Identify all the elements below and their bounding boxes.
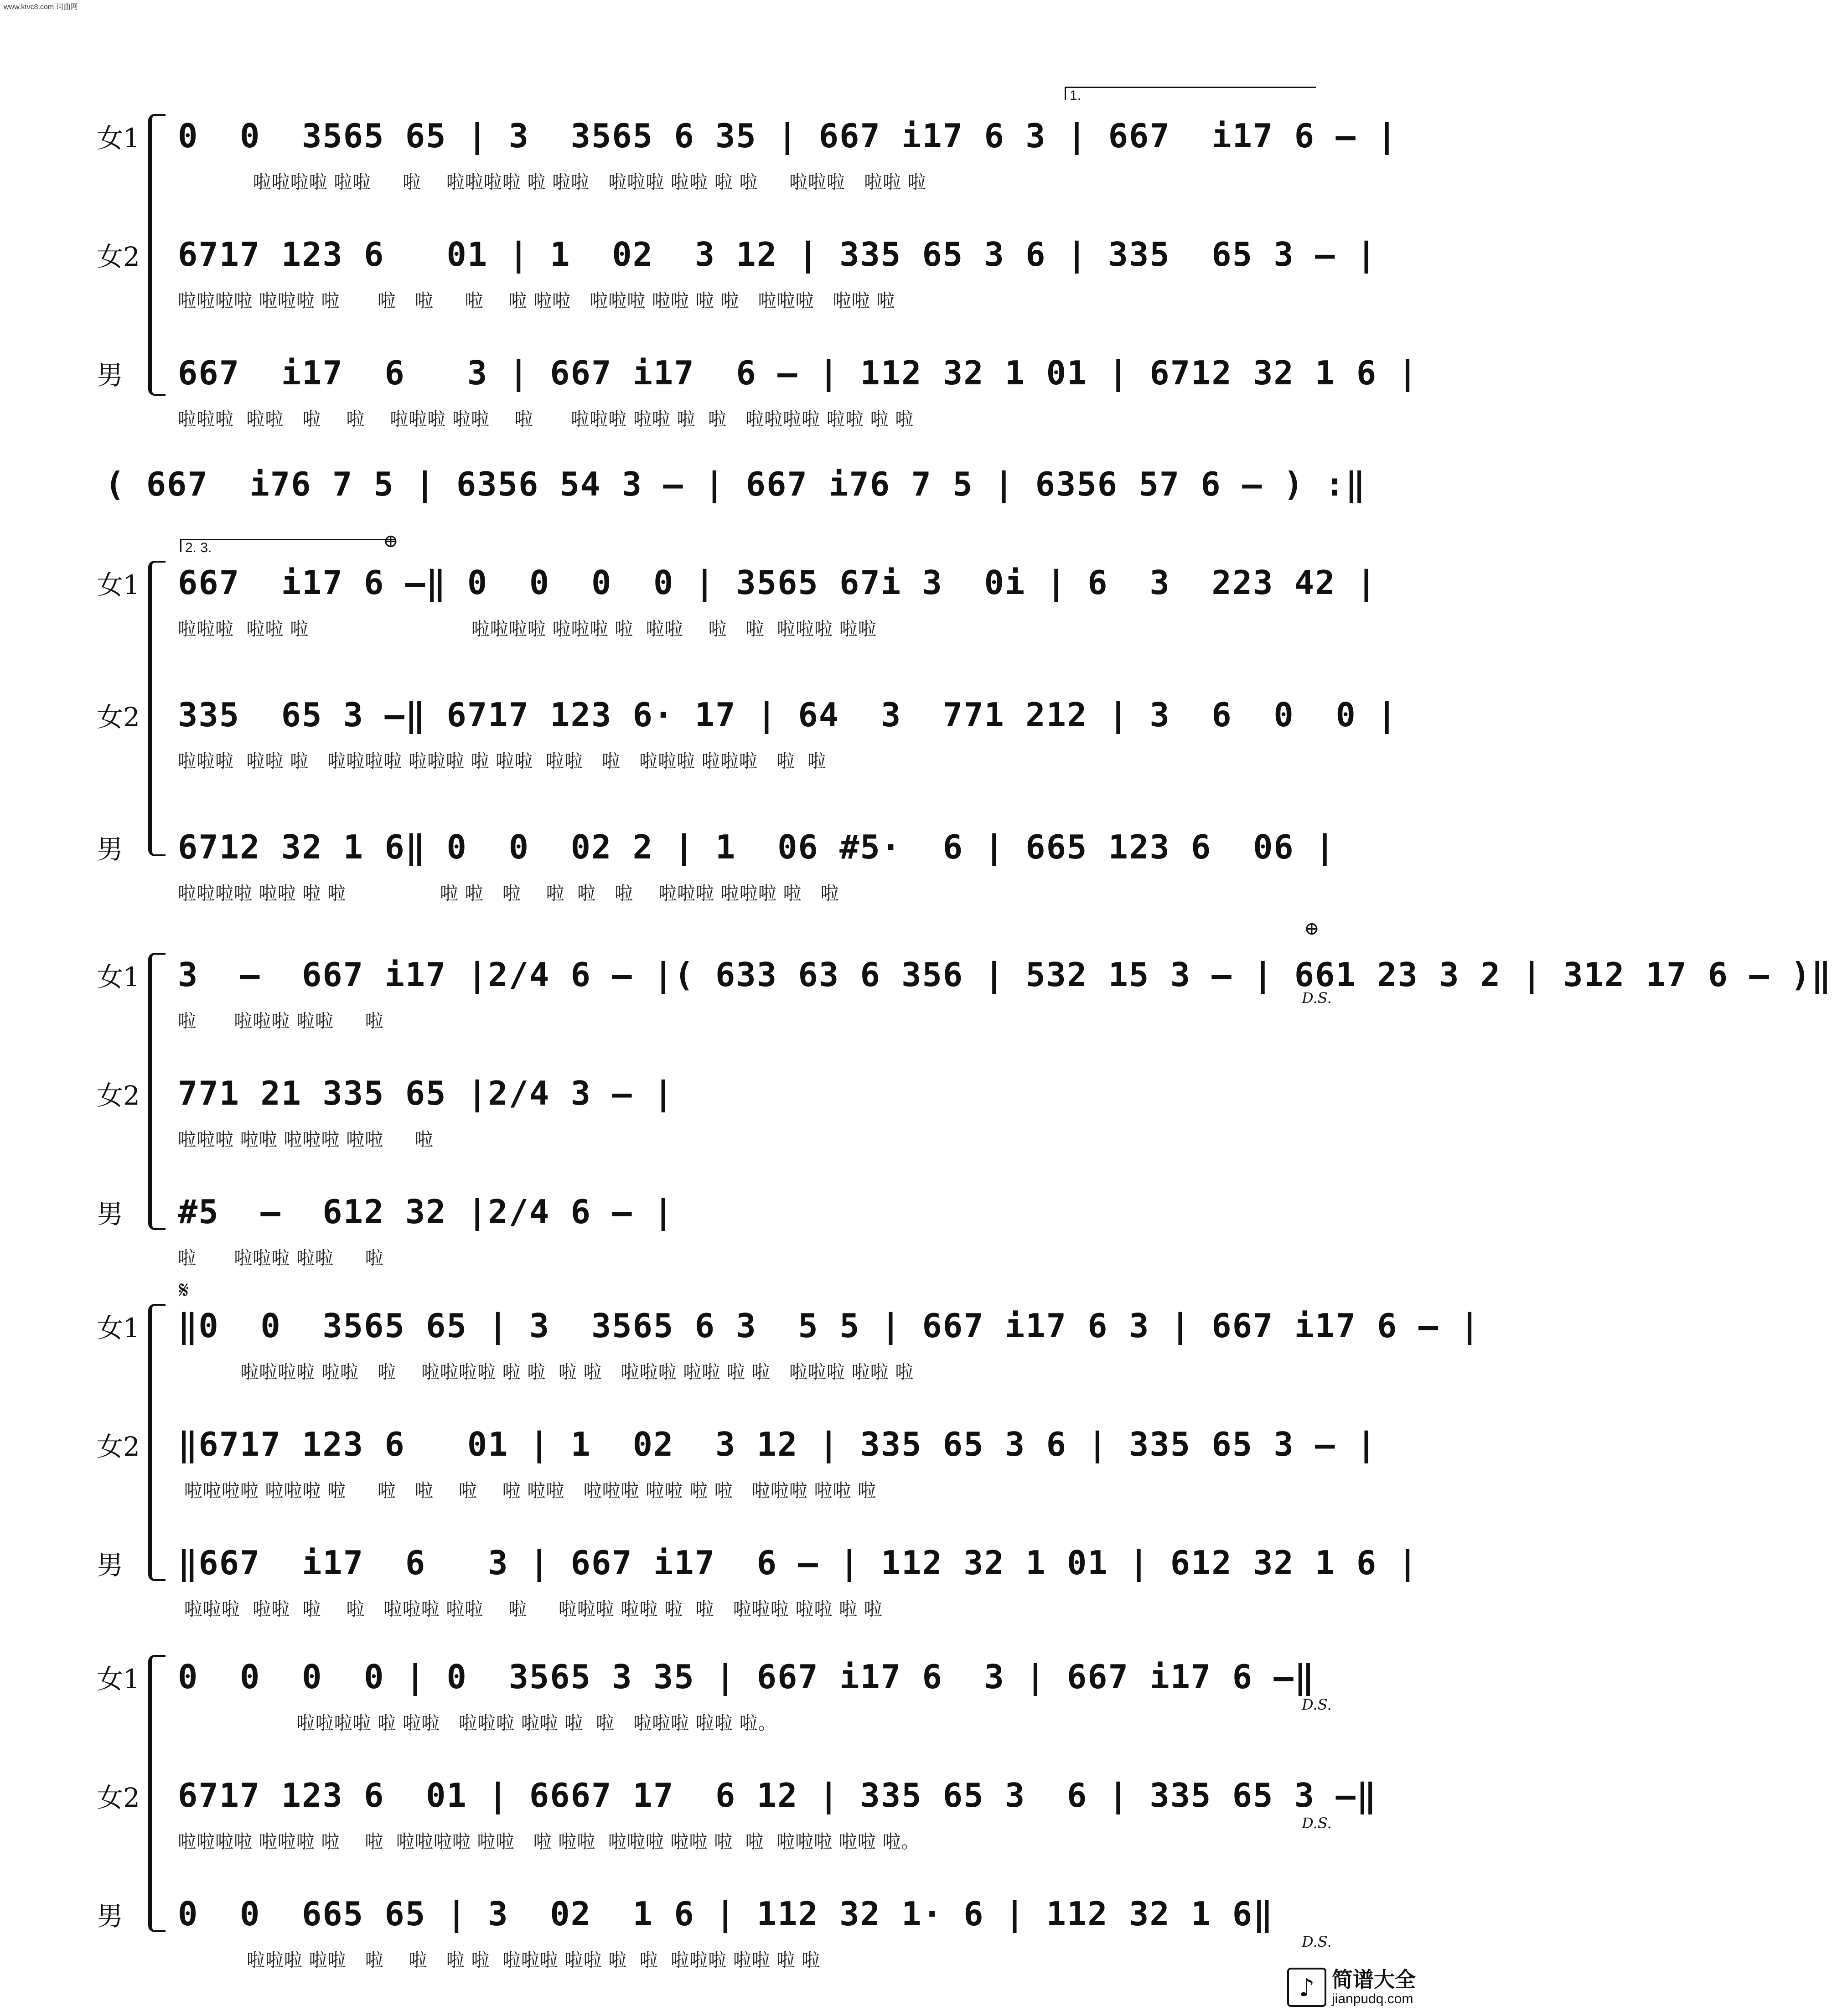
volta-1-bracket [1065, 87, 1316, 103]
part-label-f2: 女2 [97, 1080, 140, 1111]
part-label-f2: 女2 [97, 702, 140, 733]
part-label-m: 男 [97, 1901, 124, 1932]
part-label-f1: 女1 [97, 961, 140, 992]
score-system-6 [0, 1641, 1425, 1997]
lyrics-line: 啦啦啦 啦啦 啦啦啦 啦啦 啦 [178, 1129, 434, 1150]
staff-f2 [0, 1760, 1425, 1878]
lyrics-line: 啦啦啦啦 啦啦啦 啦 啦 啦啦啦啦 啦啦 啦 啦啦 啦啦啦 啦啦 啦 啦 啦啦啦 啦啦 啦。 [178, 1831, 920, 1852]
staff-f1 [0, 547, 1425, 666]
score-system-3 [0, 531, 1425, 930]
part-label-m: 男 [97, 834, 124, 865]
ds-mark: D.S. [1302, 989, 1332, 1007]
jianpu-logo [1287, 1968, 1416, 2007]
notes-line: 6712 32 1 6‖ 0 0 02 2 | 1 06 #5· 6 | 665 123 6 06 | [178, 828, 1336, 866]
lyrics-line: 啦啦啦啦 啦啦 啦 啦啦啦啦 啦 啦 啦 啦 啦啦啦 啦啦 啦 啦 啦啦啦 啦啦 啦 [178, 1362, 914, 1383]
notes-line: 6717 123 6 01 | 6667 17 6 12 | 335 65 3 6 | 335 65 3 –‖ [178, 1776, 1377, 1814]
notes-line: 667 i17 6 3 | 667 i17 6 – | 112 32 1 01 | 6712 32 1 6 | [178, 354, 1418, 392]
part-label-f1: 女1 [97, 569, 140, 600]
staff-f1 [0, 1641, 1425, 1760]
staff-f1 [0, 100, 1425, 219]
segno-mark: 𝄋 [179, 1277, 189, 1304]
staff-f2 [0, 1409, 1425, 1527]
notes-line: 6717 123 6 01 | 1 02 3 12 | 335 65 3 6 | 335 65 3 – | [178, 235, 1377, 274]
staff-f1 [0, 939, 1832, 1058]
notes-line: 0 0 0 0 | 0 3565 3 35 | 667 i17 6 3 | 667 i17 6 –‖ [178, 1658, 1315, 1696]
staff-f1 [0, 1290, 1480, 1409]
notes-line: 3 – 667 i17 |2/4 6 – |( 633 63 6 356 | 532 15 3 – | 661 23 3 2 | 312 17 6 – )‖ [178, 956, 1832, 994]
lyrics-line: 啦 啦啦啦 啦啦 啦 [178, 1248, 384, 1269]
lyrics-line: 啦啦啦 啦啦 啦 啦 啦啦啦 啦啦 啦 啦啦啦 啦啦 啦 啦 啦啦啦 啦啦 啦 啦 [178, 1599, 883, 1620]
notes-line: ‖667 i17 6 3 | 667 i17 6 – | 112 32 1 01 | 612 32 1 6 | [178, 1544, 1418, 1582]
notes-line: ‖6717 123 6 01 | 1 02 3 12 | 335 65 3 6 | 335 65 3 – | [178, 1425, 1377, 1463]
score-system-5 [0, 1277, 1480, 1646]
part-label-f2: 女2 [97, 1431, 140, 1462]
lyrics-line: 啦啦啦啦 啦啦啦 啦 啦 啦 啦 啦 啦啦 啦啦啦 啦啦 啦 啦 啦啦啦 啦啦 啦 [178, 290, 895, 311]
logo-title: 简谱大全 [1332, 1967, 1416, 1992]
lyrics-line: 啦啦啦啦 啦 啦啦 啦啦啦 啦啦 啦 啦 啦啦啦 啦啦 啦。 [178, 1713, 777, 1734]
interlude-system [0, 456, 1425, 515]
part-label-f1: 女1 [97, 1313, 140, 1344]
staff-f2 [0, 219, 1425, 337]
ds-mark-m: D.S. [1302, 1933, 1332, 1950]
lyrics-line: 啦啦啦啦 啦啦 啦 啦 啦 啦 啦 啦 啦 啦 啦啦啦 啦啦啦 啦 啦 [178, 883, 839, 904]
coda-mark: ⊕ [383, 531, 398, 552]
part-label-f1: 女1 [97, 123, 140, 154]
site-watermark: www.ktvc8.com 词曲网 [4, 3, 78, 11]
part-label-m: 男 [97, 1199, 124, 1230]
notes-line: 771 21 335 65 |2/4 3 – | [178, 1074, 674, 1112]
interlude-notes: ( 667 i76 7 5 | 6356 54 3 – | 667 i76 7 5 | 6356 57 6 – ) :‖ [105, 465, 1366, 503]
staff-m [0, 1527, 1425, 1646]
staff-f2 [0, 679, 1425, 798]
lyrics-line: 啦啦啦 啦啦 啦 啦 啦 啦 啦啦啦 啦啦 啦 啦 啦啦啦 啦啦 啦 啦 [178, 1950, 821, 1971]
ds-mark-f1: D.S. [1302, 1696, 1332, 1713]
score-system-1 [0, 88, 1425, 456]
staff-f2 [0, 1058, 1425, 1176]
logo-url: jianpudq.com [1332, 1991, 1413, 2006]
notes-line: 0 0 3565 65 | 3 3565 6 35 | 667 i17 6 3 | 667 i17 6 – | [178, 117, 1398, 155]
staff-m [0, 1176, 1425, 1295]
part-label-f2: 女2 [97, 241, 140, 272]
ds-mark-f2: D.S. [1302, 1814, 1332, 1832]
lyrics-line: 啦啦啦 啦啦 啦 啦啦啦啦 啦啦啦 啦 啦啦 啦 啦 啦啦啦 啦啦 [178, 619, 877, 640]
notes-line: 667 i17 6 –‖ 0 0 0 0 | 3565 67i 3 0i | 6 3 223 42 | [178, 563, 1377, 602]
lyrics-line: 啦啦啦啦 啦啦 啦 啦啦啦啦 啦 啦啦 啦啦啦 啦啦 啦 啦 啦啦啦 啦啦 啦 [178, 172, 926, 193]
staff-m [0, 337, 1425, 456]
lyrics-line: 啦 啦啦啦 啦啦 啦 [178, 1011, 384, 1032]
part-label-f1: 女1 [97, 1664, 140, 1695]
part-label-m: 男 [97, 360, 124, 391]
score-system-4 [0, 918, 1832, 1295]
coda-mark: ⊕ [1304, 918, 1320, 939]
staff-m [0, 1878, 1425, 1997]
part-label-m: 男 [97, 1550, 124, 1581]
lyrics-line: 啦啦啦啦 啦啦啦 啦 啦 啦 啦 啦 啦啦 啦啦啦 啦啦 啦 啦 啦啦啦 啦啦 啦 [178, 1480, 877, 1501]
notes-line: #5 – 612 32 |2/4 6 – | [178, 1193, 674, 1231]
staff-m [0, 812, 1425, 930]
notes-line: 335 65 3 –‖ 6717 123 6· 17 | 64 3 771 212 | 3 6 0 0 | [178, 696, 1398, 734]
notes-line: ‖0 0 3565 65 | 3 3565 6 3 5 5 | 667 i17 6 3 | 667 i17 6 – | [178, 1307, 1480, 1345]
volta-1-label: 1. [1070, 88, 1082, 103]
lyrics-line: 啦啦啦 啦啦 啦 啦啦啦啦 啦啦啦 啦 啦啦 啦啦 啦 啦啦啦 啦啦啦 啦 啦 [178, 751, 827, 772]
volta-23-label: 2. 3. [185, 540, 212, 555]
logo-text [1332, 1968, 1416, 2006]
notes-line: 0 0 665 65 | 3 02 1 6 | 112 32 1· 6 | 112 32 1 6‖ [178, 1895, 1274, 1933]
part-label-f2: 女2 [97, 1782, 140, 1813]
lyrics-line: 啦啦啦 啦啦 啦 啦 啦啦啦 啦啦 啦 啦啦啦 啦啦 啦 啦 啦啦啦啦 啦啦 啦 啦 [178, 409, 914, 430]
piano-logo-icon: ♪ [1287, 1968, 1326, 2007]
